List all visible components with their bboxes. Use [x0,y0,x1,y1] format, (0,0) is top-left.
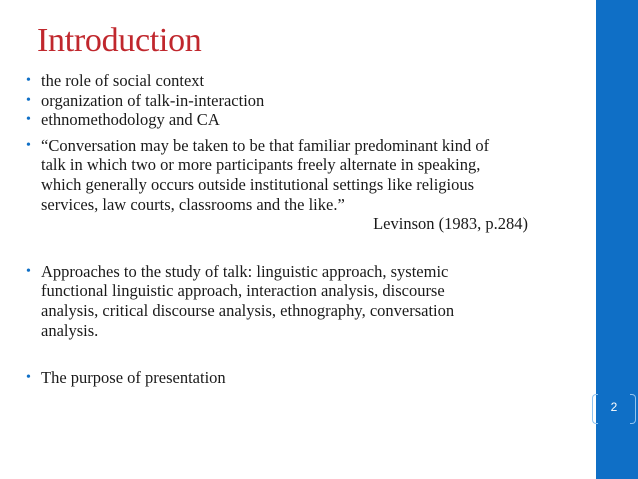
bullet-text: The purpose of presentation [41,368,226,388]
quote-bullet-item [26,136,566,234]
slide-title: Introduction [37,22,202,59]
bullet-item [26,91,566,111]
quote-line: “Conversation may be taken to be that familiar predominant kind of [41,135,490,155]
right-bracket-icon [630,394,636,424]
approaches-line: analysis, critical discourse analysis, ethnography, conversation [41,300,455,320]
bullet-text: ethnomethodology and CA [41,110,220,130]
slide-content [26,71,566,388]
bullet-item [26,110,566,130]
purpose-bullet-item [26,368,566,388]
quote-line: services, law courts, classrooms and the like.” [41,194,345,214]
quote-citation: Levinson (1983, p.284) [373,214,528,234]
bullet-icon: • [26,263,31,279]
bullet-icon: • [26,112,31,128]
approaches-line: functional linguistic approach, interaction analysis, discourse [41,281,445,301]
bullet-item [26,71,566,91]
bullet-text: the role of social context [41,71,205,90]
bullet-icon: • [26,73,31,88]
bullet-icon: • [26,370,31,386]
bullet-icon: • [26,137,31,153]
approaches-line: Approaches to the study of talk: linguistic approach, systemic [41,261,449,281]
bullet-text: organization of talk-in-interaction [41,90,265,110]
approaches-bullet-item [26,262,566,340]
approaches-line: analysis. [41,320,99,340]
quote-line: talk in which two or more participants freely alternate in speaking, [41,155,481,175]
bullet-icon: • [26,92,31,108]
slide-sidebar [596,0,638,479]
page-number: 2 [610,400,618,414]
page-number-box [590,394,638,424]
quote-line: which generally occurs outside institutional settings like religious [41,174,475,194]
